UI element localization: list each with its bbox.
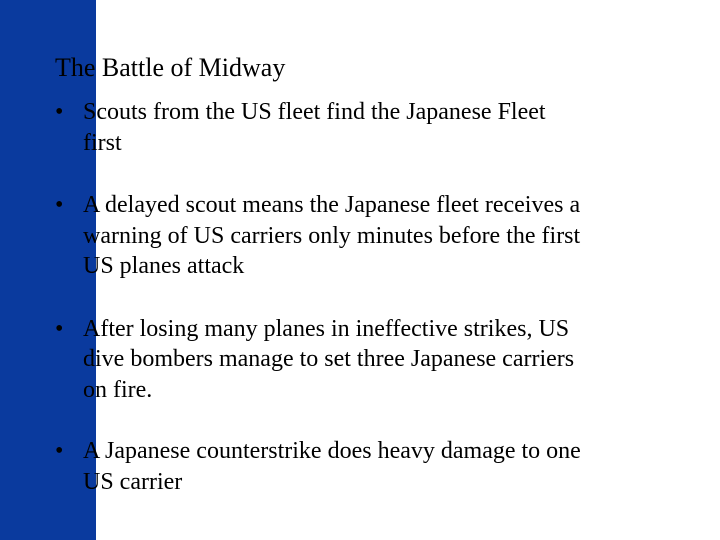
bullet-text bbox=[83, 97, 695, 158]
bullet-line: on fire. bbox=[83, 376, 153, 403]
bullet-line: Scouts from the US fleet find the Japanese Fleet bbox=[83, 99, 546, 125]
bullet-icon: • bbox=[55, 192, 64, 218]
bullet-icon: • bbox=[55, 438, 64, 464]
bullet-line: US planes attack bbox=[83, 253, 245, 279]
bullet-item bbox=[55, 314, 695, 406]
bullet-icon: • bbox=[55, 99, 64, 125]
bullet-line: After losing many planes in ineffective strikes, US bbox=[83, 315, 570, 342]
bullet-line: A Japanese counterstrike does heavy damage to one bbox=[83, 438, 581, 464]
bullet-line: first bbox=[83, 129, 122, 156]
bullet-icon: • bbox=[55, 315, 64, 342]
bullet-item bbox=[55, 190, 695, 282]
bullet-line: US carrier bbox=[83, 468, 183, 495]
bullet-line: warning of US carriers only minutes before the first bbox=[83, 222, 581, 249]
bullet-text bbox=[83, 436, 695, 497]
slide-title: The Battle of Midway bbox=[55, 53, 286, 82]
bullet-text bbox=[83, 190, 695, 282]
bullet-item bbox=[55, 97, 695, 158]
bullet-text bbox=[83, 314, 695, 406]
bullet-list bbox=[55, 97, 695, 529]
bullet-item bbox=[55, 436, 695, 497]
bullet-line: A delayed scout means the Japanese fleet receives a bbox=[83, 192, 581, 218]
bullet-line: dive bombers manage to set three Japanese carriers bbox=[83, 346, 575, 372]
